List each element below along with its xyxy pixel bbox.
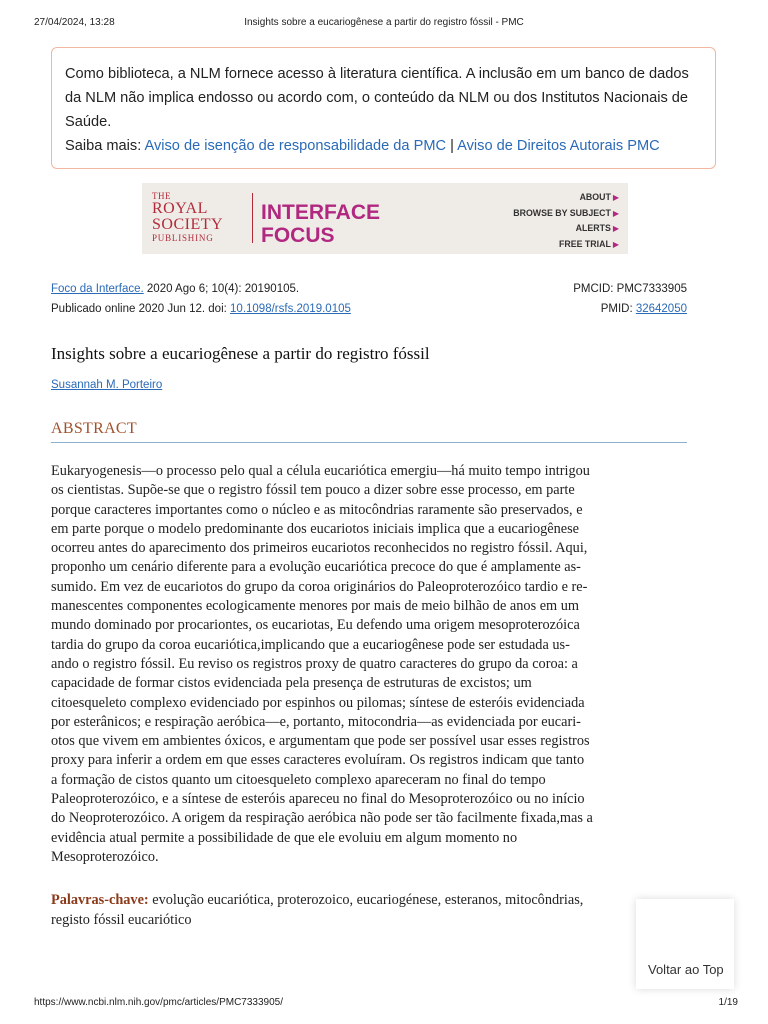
keywords-list: evolução eucariótica, proterozoico, eucariogénese, esteranos, mitocôndrias,	[148, 892, 584, 908]
abstract-line: proponho um cenário diferente para a evolução eucariótica precoce do que é amplamente as-	[51, 559, 581, 576]
abstract-line: por esterânicos; e respiração aeróbica—e, portanto, mitocondria—as evidenciada por eucari-	[51, 713, 581, 730]
back-to-top-button[interactable]	[636, 899, 734, 989]
publisher-line-2: ROYAL	[152, 200, 208, 217]
disclaimer-link[interactable]: Aviso de isenção de responsabilidade da PMC	[144, 138, 447, 154]
abstract-line: Mesoproterozóico.	[51, 848, 159, 865]
abstract-line: do Neoproterozóico. A origem da respiração aeróbica não pode ser tão facilmente fixada,mas a	[51, 810, 593, 827]
banner-menu-alerts[interactable]	[513, 221, 619, 237]
journal-name-line-1: INTERFACE	[261, 201, 381, 224]
abstract-divider	[51, 442, 687, 443]
banner-menu-browse-label: BROWSE BY SUBJECT	[513, 207, 611, 218]
published-prefix: Publicado online 2020 Jun 12. doi:	[51, 303, 231, 315]
triangle-right-icon: ▶	[612, 239, 619, 249]
link-separator: |	[450, 138, 454, 154]
banner-menu-about-label: ABOUT	[579, 192, 611, 202]
author-line	[51, 379, 162, 391]
triangle-right-icon: ▶	[612, 208, 619, 218]
nlm-notice-box	[51, 47, 716, 169]
doi-link[interactable]: 10.1098/rsfs.2019.0105	[230, 303, 351, 315]
publisher-line-1: THE	[152, 191, 171, 201]
print-page-number: 1/19	[718, 997, 738, 1008]
abstract-line: manescentes componentes ecologicamente menores por mais de meio bilhão de anos em um	[51, 598, 580, 615]
banner-menu-browse[interactable]	[513, 206, 619, 222]
abstract-line: proxy para inferir a ordem em que esses caracteres evoluíram. Os registros indicam que tanto	[51, 752, 585, 769]
pmid-link[interactable]: 32642050	[635, 303, 687, 315]
publisher-line-3: SOCIETY	[152, 216, 224, 233]
keywords-list-continued: registo fóssil eucariótico	[51, 911, 192, 928]
abstract-line: Eukaryogenesis—o processo pelo qual a célula eucariótica emergiu—há muito tempo intrigou	[51, 463, 590, 479]
abstract-line: tardia do grupo da coroa eucariótica,implicando que a eucariogênese pode ser estudada us-	[51, 636, 570, 653]
triangle-right-icon: ▶	[612, 224, 619, 233]
keywords-section	[51, 891, 691, 930]
abstract-line: a formação de cistos quanto um citoesqueleto complexo apareceram no final do tempo	[51, 771, 546, 788]
journal-logo	[261, 201, 380, 247]
publisher-line-4: PUBLISHING	[152, 233, 214, 243]
abstract-line: mundo dominado por procariontes, os eucariotas, Eu defendo uma origem mesoproterozóica	[51, 617, 580, 634]
banner-menu-free-trial[interactable]	[513, 237, 619, 253]
abstract-line: ocorreu antes do aparecimento dos primeiros eucariotos reconhecidos no registro fóssil. Aqui,	[51, 540, 588, 557]
banner-menu-about[interactable]	[513, 190, 619, 206]
print-url: https://www.ncbi.nlm.nih.gov/pmc/articles/PMC7333905/	[34, 997, 283, 1008]
copyright-link[interactable]: Aviso de Direitos Autorais PMC	[457, 138, 660, 154]
notice-text: Como biblioteca, a NLM fornece acesso à literatura científica. A inclusão em um banco de dados da NLM não implica endosso ou acordo com, o conteúdo da NLM ou dos Institutos Nacionais de Saúde.	[65, 66, 689, 130]
back-to-top-label: Voltar ao Top	[648, 962, 724, 977]
abstract-line: porque caracteres importantes como o núcleo e as mitocôndrias raramente são preservados, e	[51, 501, 583, 518]
abstract-line: Paleoproterozóico, e a síntese de esteróis apareceu no final do Mesoproterozóico ou no início	[51, 791, 585, 808]
abstract-line: ando o registro fóssil. Eu reviso os registros proxy de quatro caracteres do grupo da coroa: a	[51, 655, 578, 672]
abstract-line: evidência atual permite a possibilidade de que ele evoluiu em algum momento no	[51, 829, 518, 846]
pmcid: PMCID: PMC7333905	[573, 283, 687, 295]
journal-name-line-2: FOCUS	[261, 224, 335, 247]
banner-menu	[513, 190, 619, 252]
published-line	[51, 303, 351, 315]
banner-menu-alerts-label: ALERTS	[575, 223, 611, 233]
learn-more-label: Saiba mais:	[65, 138, 142, 154]
citation-details: 2020 Ago 6; 10(4): 20190105.	[143, 283, 300, 295]
abstract-line: citoesqueleto complexo evidenciado por espinhos ou pilomas; síntese de esteróis evidenciada	[51, 694, 585, 711]
pmid-line	[601, 303, 687, 315]
journal-link[interactable]: Foco da Interface.	[51, 283, 144, 295]
abstract-line: em parte porque o modelo predominante dos eucariotos iniciais implica que a eucariogênese	[51, 520, 580, 537]
triangle-right-icon: ▶	[612, 193, 619, 202]
abstract-line: os cientistas. Supõe-se que o registro fóssil tem pouco a dizer sobre esse processo, em parte	[51, 482, 575, 499]
abstract-line: sumido. Em vez de eucariotos do grupo da coroa originários do Paleoproterozóico tardio e re-	[51, 578, 588, 595]
abstract-line: capacidade de formar cistos evidenciada pela presença de estruturas de excistos; um	[51, 675, 532, 692]
pmid-label: PMID:	[600, 303, 636, 315]
print-datetime: 27/04/2024, 13:28	[34, 17, 115, 28]
author-link[interactable]: Susannah M. Porteiro	[51, 379, 163, 391]
abstract-heading: ABSTRACT	[51, 420, 137, 437]
banner-divider	[252, 193, 253, 243]
abstract-line: otos que vivem em ambientes óxicos, e argumentam que pode ser possível usar esses registros	[51, 733, 590, 750]
journal-banner[interactable]	[142, 183, 628, 254]
abstract-body	[51, 462, 691, 867]
royal-society-logo	[152, 191, 252, 243]
keywords-label: Palavras-chave:	[51, 892, 149, 908]
print-page-title: Insights sobre a eucariogênese a partir do registro fóssil - PMC	[244, 17, 524, 28]
citation-line	[51, 283, 299, 295]
banner-menu-free-trial-label: FREE TRIAL	[559, 238, 611, 249]
article-title: Insights sobre a eucariogênese a partir do registro fóssil	[51, 344, 430, 363]
